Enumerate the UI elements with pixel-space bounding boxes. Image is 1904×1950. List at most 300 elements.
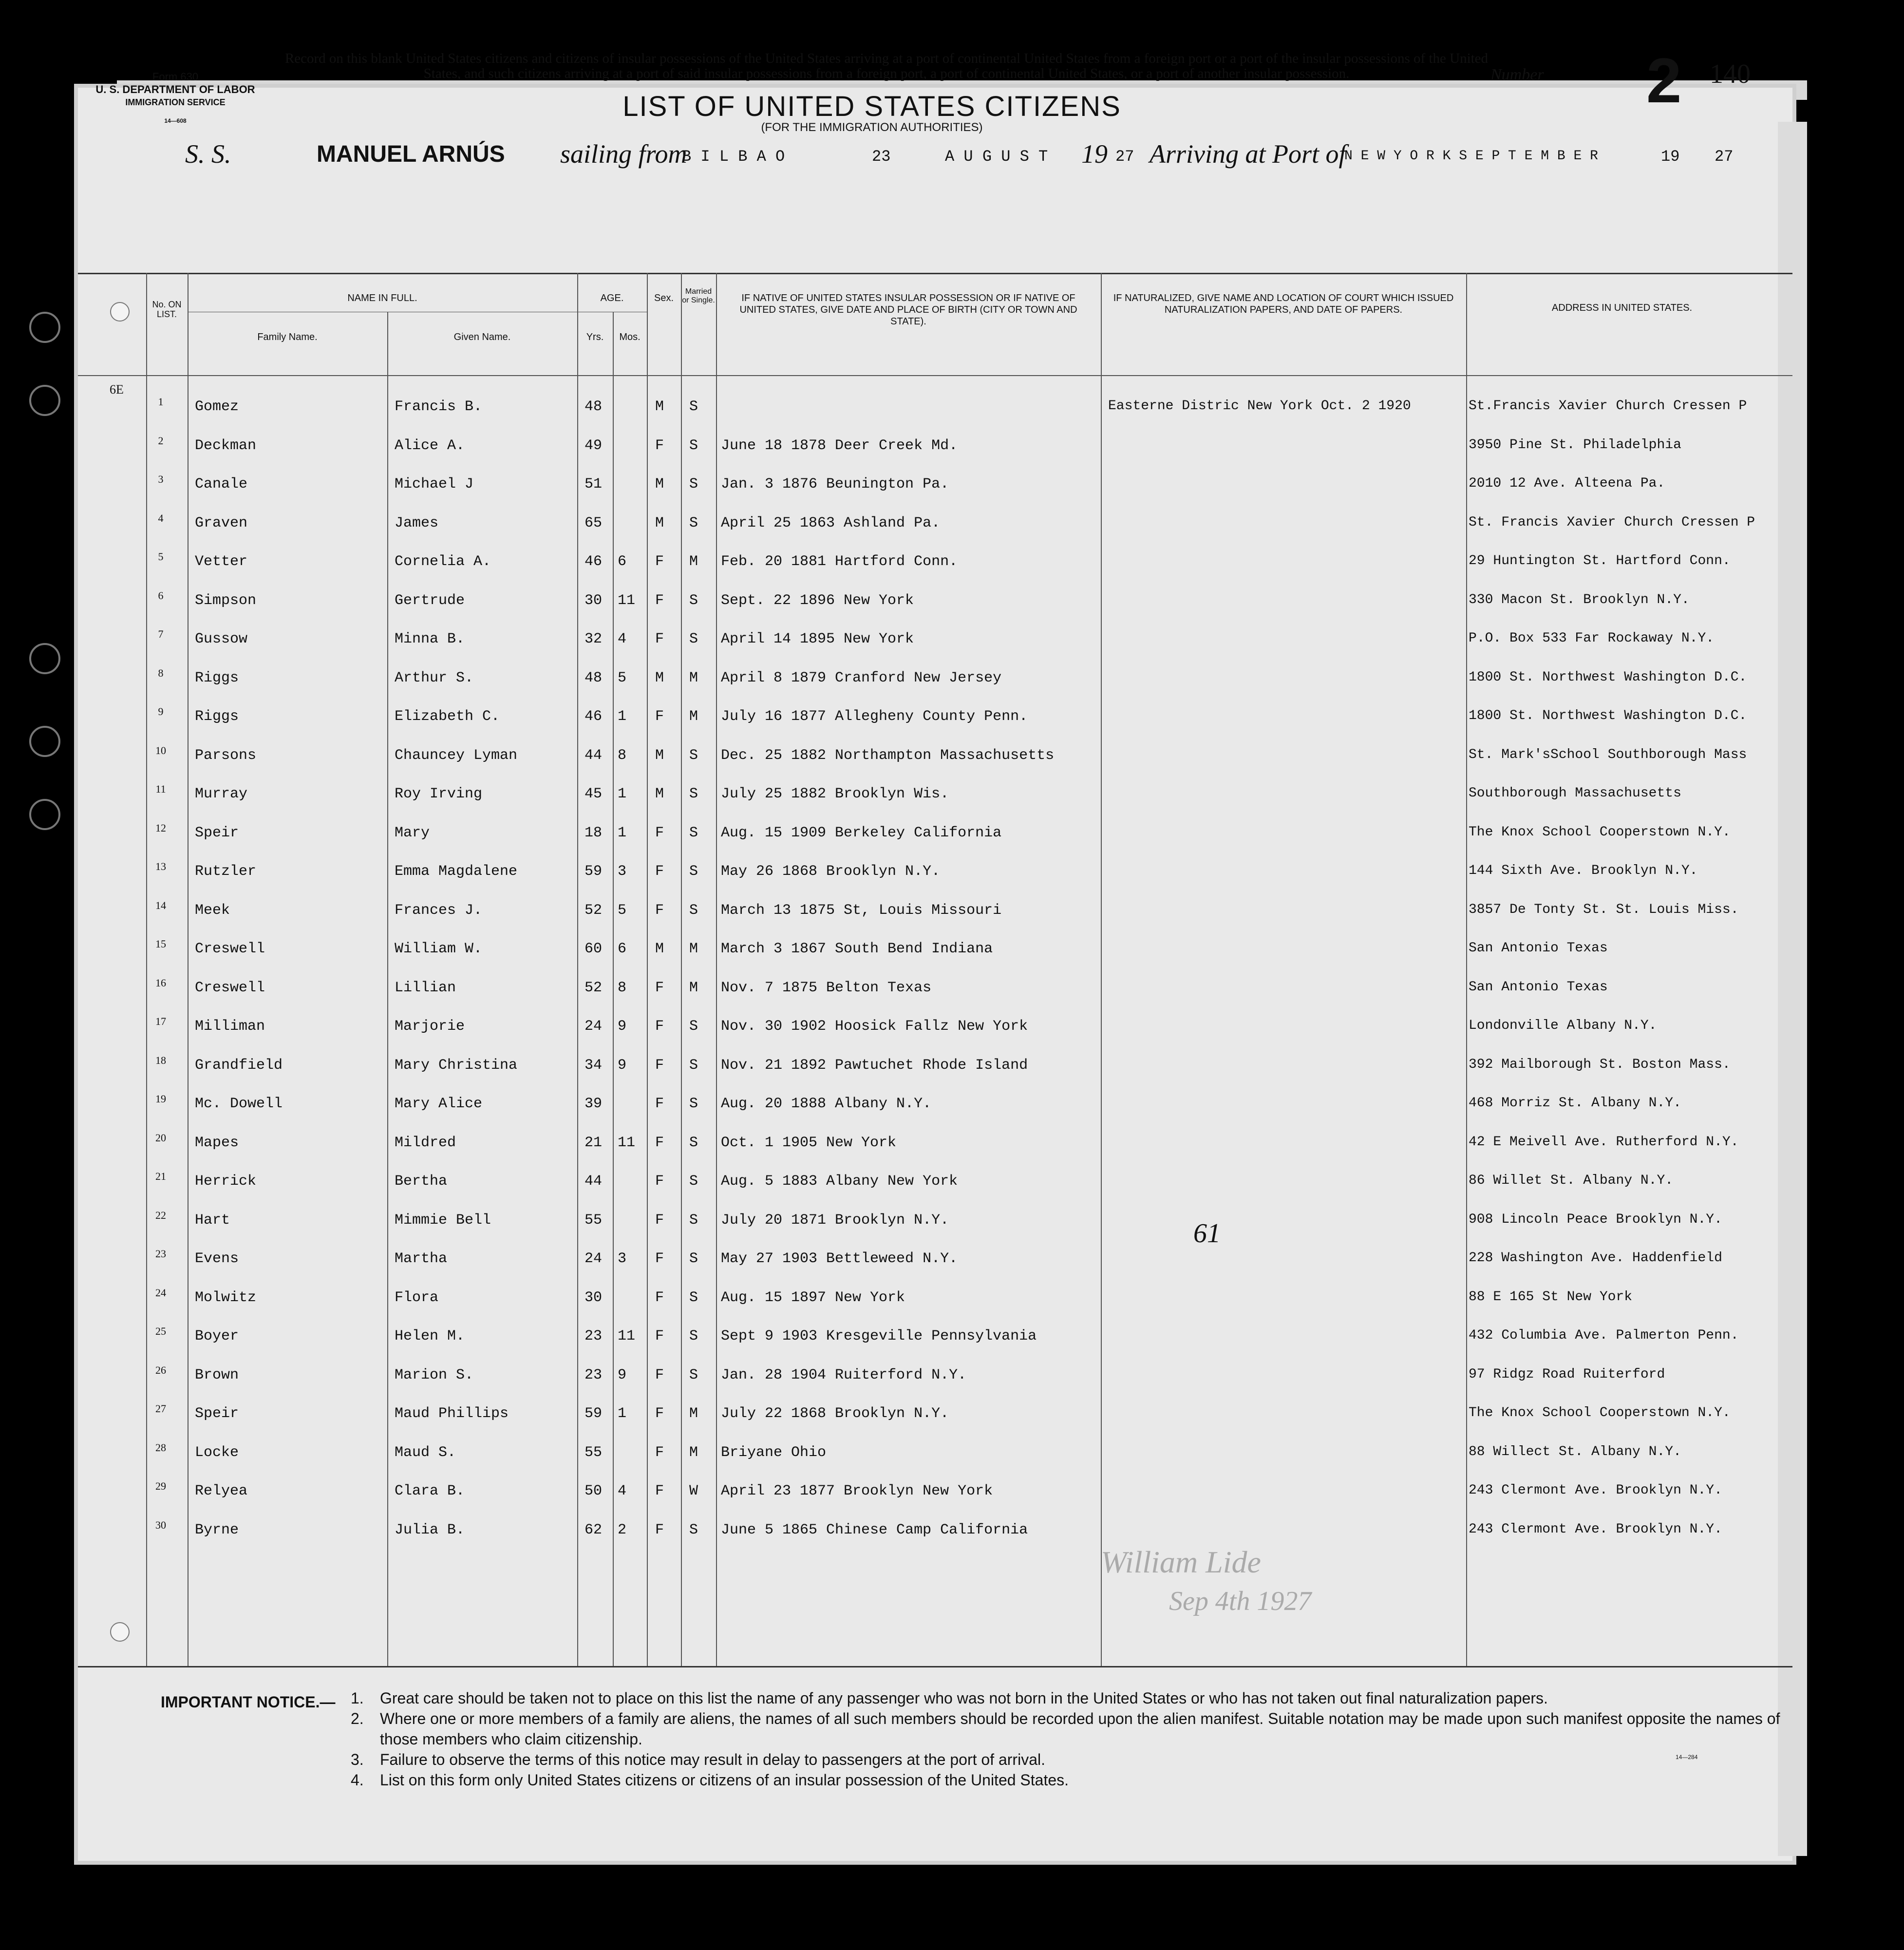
marital-status: S: [689, 786, 698, 802]
age-years: 65: [584, 514, 603, 531]
list-number: 2: [1646, 45, 1682, 116]
birth-info: Aug. 15 1897 New York: [721, 1289, 905, 1306]
marital-status: S: [689, 1096, 698, 1112]
form-identifier: [73, 71, 278, 127]
sex: F: [655, 1405, 664, 1422]
table-row: [78, 1513, 1792, 1552]
marital-status: S: [689, 1521, 698, 1538]
age-years: 48: [584, 669, 603, 686]
age-years: 52: [584, 902, 603, 919]
us-address: St.Francis Xavier Church Cressen P: [1469, 398, 1747, 414]
table-row: [78, 429, 1792, 468]
sex: F: [655, 631, 664, 647]
table-row: [78, 1164, 1792, 1203]
ship-name: MANUEL ARNÚS: [317, 141, 505, 167]
sex: M: [655, 747, 664, 764]
list-number-suffix: 140: [1710, 59, 1751, 89]
table-row: [78, 1436, 1792, 1475]
family-name: Hart: [195, 1212, 230, 1229]
sex: M: [655, 669, 664, 686]
age-years: 34: [584, 1057, 603, 1074]
age-years: 24: [584, 1250, 603, 1267]
birth-info: Aug. 20 1888 Albany N.Y.: [721, 1096, 932, 1112]
age-months: 1: [618, 824, 627, 841]
margin-note: 6E: [110, 382, 124, 397]
marital-status: M: [689, 1405, 698, 1422]
table-row: [78, 1319, 1792, 1358]
family-name: Gussow: [195, 631, 248, 647]
sex: F: [655, 1057, 664, 1074]
birth-info: April 14 1895 New York: [721, 631, 914, 647]
given-name: Minna B.: [395, 631, 465, 647]
marital-status: M: [689, 1444, 698, 1461]
sex: F: [655, 1521, 664, 1538]
table-row: [78, 467, 1792, 506]
age-months: 3: [618, 1250, 627, 1267]
age-years: 32: [584, 631, 603, 647]
family-name: Grandfield: [195, 1057, 283, 1074]
row-number: 25: [155, 1325, 166, 1337]
row-number: 4: [158, 511, 164, 524]
table-row: [78, 854, 1792, 893]
family-name: Meek: [195, 902, 230, 919]
us-address: 88 Willect St. Albany N.Y.: [1469, 1444, 1681, 1459]
notice-item: [351, 1749, 1788, 1770]
family-name: Speir: [195, 1405, 239, 1422]
row-number: 18: [155, 1054, 166, 1066]
table-row: [78, 738, 1792, 777]
ship-line: [112, 139, 1734, 183]
notice-item-number: 1.: [351, 1689, 364, 1707]
us-address: 392 Mailborough St. Boston Mass.: [1469, 1057, 1731, 1072]
age-years: 46: [584, 708, 603, 725]
header-married-single: Married or Single.: [682, 287, 715, 304]
row-number: 7: [158, 628, 164, 640]
table-row: [78, 1242, 1792, 1281]
birth-info: Sept. 22 1896 New York: [721, 592, 914, 609]
us-address: 144 Sixth Ave. Brooklyn N.Y.: [1469, 863, 1698, 878]
row-number: 30: [155, 1518, 166, 1531]
family-name: Locke: [195, 1444, 239, 1461]
table-row: [78, 932, 1792, 971]
punch-hole: [110, 302, 130, 322]
family-name: Boyer: [195, 1328, 239, 1344]
birth-info: June 5 1865 Chinese Camp California: [721, 1521, 1028, 1538]
birth-info: Aug. 5 1883 Albany New York: [721, 1173, 958, 1190]
age-years: 62: [584, 1521, 603, 1538]
notice-code: 14—284: [1676, 1754, 1698, 1761]
page-title: LIST OF UNITED STATES CITIZENS: [622, 91, 1121, 122]
table-row: [78, 506, 1792, 545]
family-name: Vetter: [195, 553, 248, 570]
header-naturalized: IF NATURALIZED, GIVE NAME AND LOCATION OF COURT WHICH ISSUED NATURALIZATION PAPERS, AND DATE OF PAPERS.: [1113, 293, 1454, 315]
sex: F: [655, 1173, 664, 1190]
departure-month: A U G U S T: [945, 148, 1048, 166]
number-label: Number: [1490, 66, 1544, 84]
sex: M: [655, 514, 664, 531]
us-address: San Antonio Texas: [1469, 979, 1608, 995]
table-row: [78, 545, 1792, 584]
table-row: [78, 971, 1792, 1010]
age-years: 59: [584, 863, 603, 880]
header-mos: Mos.: [619, 332, 641, 342]
age-months: 4: [618, 1483, 627, 1499]
table-row: [78, 1474, 1792, 1513]
age-years: 60: [584, 941, 603, 957]
age-years: 50: [584, 1483, 603, 1499]
family-name: Simpson: [195, 592, 257, 609]
given-name: Marion S.: [395, 1366, 474, 1383]
marital-status: S: [689, 1328, 698, 1344]
notice-item-text: Where one or more members of a family are aliens, the names of all such members should be recorded upon the alien manifest. Suitable notation may be made upon such manifest opposite the names of those members who claim citizenship.: [380, 1710, 1780, 1748]
arrival-day: 19: [1661, 148, 1680, 166]
departure-port: B I L B A O: [682, 148, 785, 166]
sex: F: [655, 1444, 664, 1461]
sex: F: [655, 824, 664, 841]
marital-status: S: [689, 1134, 698, 1151]
header-top-rule: [78, 273, 1792, 274]
sex: F: [655, 437, 664, 454]
age-years: 45: [584, 786, 603, 802]
record-instructions: Record on this blank United States citizens and citizens of insular possessions of the United States arriving at a port of continental United States from a foreign port or a port of the insular possessions of the United States, and such citizens arriving at a port of said insular possessions from a foreign port, a port of continental United States, or a port of another insular possession.: [284, 51, 1489, 81]
marital-status: M: [689, 669, 698, 686]
row-number: 13: [155, 860, 166, 872]
marital-status: S: [689, 1018, 698, 1035]
notice-item-number: 4.: [351, 1771, 364, 1789]
marital-status: M: [689, 941, 698, 957]
table-row: [78, 1281, 1792, 1320]
given-name: Cornelia A.: [395, 553, 491, 570]
family-name: Brown: [195, 1366, 239, 1383]
marital-status: S: [689, 824, 698, 841]
given-name: Michael J: [395, 476, 474, 492]
table-row: [78, 584, 1792, 623]
given-name: Mildred: [395, 1134, 456, 1151]
marital-status: S: [689, 398, 698, 415]
us-address: Southborough Massachusetts: [1469, 786, 1681, 801]
birth-info: July 22 1868 Brooklyn N.Y.: [721, 1405, 949, 1422]
us-address: 468 Morriz St. Albany N.Y.: [1469, 1096, 1681, 1111]
family-name: Speir: [195, 824, 239, 841]
given-name: Marjorie: [395, 1018, 465, 1035]
marital-status: S: [689, 1057, 698, 1074]
birth-info: April 25 1863 Ashland Pa.: [721, 514, 941, 531]
us-address: 243 Clermont Ave. Brooklyn N.Y.: [1469, 1483, 1722, 1498]
given-name: Emma Magdalene: [395, 863, 518, 880]
age-years: 52: [584, 979, 603, 996]
year-prefix: 19: [1081, 139, 1108, 169]
sex: M: [655, 398, 664, 415]
marital-status: S: [689, 1289, 698, 1306]
age-years: 55: [584, 1212, 603, 1229]
birth-info: Nov. 7 1875 Belton Texas: [721, 979, 932, 996]
inspector-signature: William Lide: [1101, 1545, 1261, 1579]
given-name: Roy Irving: [395, 786, 483, 802]
ss-label: S. S.: [185, 139, 231, 169]
sex: F: [655, 902, 664, 919]
marital-status: M: [689, 708, 698, 725]
sex: M: [655, 476, 664, 492]
row-number: 22: [155, 1209, 166, 1221]
row-number: 28: [155, 1441, 166, 1454]
age-years: 48: [584, 398, 603, 415]
table-bottom-rule: [78, 1666, 1792, 1667]
age-months: 1: [618, 1405, 627, 1422]
given-name: Helen M.: [395, 1328, 465, 1344]
birth-info: April 23 1877 Brooklyn New York: [721, 1483, 993, 1499]
sex: F: [655, 1134, 664, 1151]
family-name: Canale: [195, 476, 248, 492]
header-given-name: Given Name.: [453, 332, 511, 342]
birth-info: Briyane Ohio: [721, 1444, 827, 1461]
us-address: 86 Willet St. Albany N.Y.: [1469, 1173, 1674, 1188]
given-name: Mimmie Bell: [395, 1212, 491, 1229]
age-years: 30: [584, 592, 603, 609]
us-address: 2010 12 Ave. Alteena Pa.: [1469, 476, 1665, 491]
age-years: 30: [584, 1289, 603, 1306]
departure-year: 27: [1115, 148, 1134, 166]
binder-hole: [29, 799, 60, 830]
table-row: [78, 1087, 1792, 1126]
family-name: Graven: [195, 514, 248, 531]
age-years: 23: [584, 1328, 603, 1344]
department: U. S. DEPARTMENT OF LABOR: [95, 83, 255, 95]
us-address: San Antonio Texas: [1469, 941, 1608, 956]
family-name: Creswell: [195, 979, 265, 996]
sex: F: [655, 1289, 664, 1306]
sex: M: [655, 786, 664, 802]
notice-item: [351, 1770, 1788, 1790]
arrival-year: 27: [1715, 148, 1734, 166]
age-months: 4: [618, 631, 627, 647]
us-address: The Knox School Cooperstown N.Y.: [1469, 1405, 1731, 1420]
family-name: Relyea: [195, 1483, 248, 1499]
birth-info: June 18 1878 Deer Creek Md.: [721, 437, 958, 454]
age-months: 9: [618, 1018, 627, 1035]
family-name: Rutzler: [195, 863, 257, 880]
table-row: [78, 700, 1792, 738]
sex: F: [655, 592, 664, 609]
birth-info: July 25 1882 Brooklyn Wis.: [721, 786, 949, 802]
family-name: Riggs: [195, 669, 239, 686]
given-name: Clara B.: [395, 1483, 465, 1499]
age-years: 23: [584, 1366, 603, 1383]
us-address: St. Francis Xavier Church Cressen P: [1469, 514, 1755, 530]
family-name: Milliman: [195, 1018, 265, 1035]
marital-status: S: [689, 902, 698, 919]
header-bottom-rule: [78, 375, 1792, 376]
us-address: 42 E Meivell Ave. Rutherford N.Y.: [1469, 1134, 1739, 1150]
family-name: Byrne: [195, 1521, 239, 1538]
binder-hole: [29, 643, 60, 674]
sex: F: [655, 1483, 664, 1499]
birth-info: Feb. 20 1881 Hartford Conn.: [721, 553, 958, 570]
family-name: Murray: [195, 786, 248, 802]
header-sex: Sex.: [654, 293, 674, 303]
header-yrs: Yrs.: [586, 332, 604, 342]
given-name: James: [395, 514, 439, 531]
sex: F: [655, 1018, 664, 1035]
sex: F: [655, 863, 664, 880]
row-number: 6: [158, 589, 164, 602]
age-months: 8: [618, 747, 627, 764]
marital-status: M: [689, 553, 698, 570]
row-number: 16: [155, 976, 166, 989]
given-name: Elizabeth C.: [395, 708, 500, 725]
form-number: Form 630: [152, 71, 199, 83]
table-row: [78, 816, 1792, 855]
notice-item-text: Failure to observe the terms of this notice may result in delay to passengers at the port of arrival.: [380, 1751, 1045, 1768]
family-name: Gomez: [195, 398, 239, 415]
sex: F: [655, 1096, 664, 1112]
row-number: 15: [155, 938, 166, 950]
table-row: [78, 1009, 1792, 1048]
table-row: [78, 1397, 1792, 1436]
row-number: 2: [158, 434, 164, 447]
row-number: 20: [155, 1131, 166, 1144]
age-months: 1: [618, 786, 627, 802]
given-name: Alice A.: [395, 437, 465, 454]
header-address: ADDRESS IN UNITED STATES.: [1551, 303, 1693, 313]
age-years: 59: [584, 1405, 603, 1422]
family-name: Molwitz: [195, 1289, 257, 1306]
notice-heading: IMPORTANT NOTICE.—: [161, 1693, 336, 1711]
sex: F: [655, 553, 664, 570]
marital-status: S: [689, 592, 698, 609]
given-name: Martha: [395, 1250, 448, 1267]
age-months: 2: [618, 1521, 627, 1538]
departure-day: 23: [872, 148, 891, 166]
us-address: 243 Clermont Ave. Brooklyn N.Y.: [1469, 1521, 1722, 1537]
given-name: Mary Christina: [395, 1057, 518, 1074]
notice-items: [351, 1688, 1788, 1790]
family-name: Creswell: [195, 941, 265, 957]
us-address: The Knox School Cooperstown N.Y.: [1469, 824, 1731, 840]
family-name: Deckman: [195, 437, 257, 454]
family-name: Mapes: [195, 1134, 239, 1151]
header-no-on-list: No. ON LIST.: [152, 300, 182, 319]
family-name: Mc. Dowell: [195, 1096, 283, 1112]
binder-hole: [29, 726, 60, 757]
age-months: 8: [618, 979, 627, 996]
row-number: 19: [155, 1093, 166, 1105]
sex: F: [655, 708, 664, 725]
table-row: [78, 1203, 1792, 1242]
naturalization-info: Easterne Distric New York Oct. 2 1920: [1108, 398, 1411, 414]
table-row: [78, 390, 1792, 429]
row-number: 24: [155, 1286, 166, 1299]
given-name: Mary Alice: [395, 1096, 483, 1112]
marital-status: S: [689, 1173, 698, 1190]
sex: F: [655, 979, 664, 996]
row-number: 23: [155, 1248, 166, 1260]
age-years: 18: [584, 824, 603, 841]
age-months: 6: [618, 553, 627, 570]
sex: M: [655, 941, 664, 957]
sex: F: [655, 1212, 664, 1229]
birth-info: Sept 9 1903 Kresgeville Pennsylvania: [721, 1328, 1037, 1344]
marital-status: S: [689, 863, 698, 880]
birth-info: Nov. 21 1892 Pawtuchet Rhode Island: [721, 1057, 1028, 1074]
given-name: Frances J.: [395, 902, 483, 919]
family-name: Riggs: [195, 708, 239, 725]
table-row: [78, 1126, 1792, 1165]
us-address: 29 Huntington St. Hartford Conn.: [1469, 553, 1731, 568]
table-row: [78, 777, 1792, 816]
notice-item: [351, 1708, 1788, 1749]
row-number: 11: [155, 783, 166, 795]
given-name: Flora: [395, 1289, 439, 1306]
age-years: 49: [584, 437, 603, 454]
row-number: 9: [158, 705, 164, 718]
birth-info: Nov. 30 1902 Hoosick Fallz New York: [721, 1018, 1028, 1035]
age-years: 39: [584, 1096, 603, 1112]
table-row: [78, 1048, 1792, 1087]
sex: F: [655, 1366, 664, 1383]
notice-item: [351, 1688, 1788, 1708]
birth-info: Dec. 25 1882 Northampton Massachusetts: [721, 747, 1055, 764]
row-number: 3: [158, 473, 164, 485]
age-months: 6: [618, 941, 627, 957]
birth-info: May 26 1868 Brooklyn N.Y.: [721, 863, 941, 880]
sailing-label: sailing from: [560, 139, 687, 169]
age-months: 1: [618, 708, 627, 725]
binder-hole: [29, 385, 60, 416]
marital-status: S: [689, 514, 698, 531]
family-name: Herrick: [195, 1173, 257, 1190]
row-number: 10: [155, 744, 166, 757]
table-row: [78, 661, 1792, 700]
us-address: 1800 St. Northwest Washington D.C.: [1469, 708, 1747, 723]
given-name: William W.: [395, 941, 483, 957]
arriving-label: Arriving at Port of: [1150, 139, 1346, 169]
us-address: 3950 Pine St. Philadelphia: [1469, 437, 1681, 453]
us-address: 1800 St. Northwest Washington D.C.: [1469, 669, 1747, 685]
sex: F: [655, 1328, 664, 1344]
family-name: Parsons: [195, 747, 257, 764]
age-months: 3: [618, 863, 627, 880]
birth-info: April 8 1879 Cranford New Jersey: [721, 669, 1002, 686]
given-name: Bertha: [395, 1173, 448, 1190]
row-number: 5: [158, 550, 164, 563]
given-name: Arthur S.: [395, 669, 474, 686]
marital-status: S: [689, 1366, 698, 1383]
us-address: 908 Lincoln Peace Brooklyn N.Y.: [1469, 1212, 1722, 1227]
birth-info: Jan. 3 1876 Beunington Pa.: [721, 476, 949, 492]
age-years: 44: [584, 747, 603, 764]
age-months: 9: [618, 1057, 627, 1074]
row-number: 12: [155, 821, 166, 834]
row-number: 8: [158, 666, 164, 679]
table-row: [78, 893, 1792, 932]
row-number: 14: [155, 899, 166, 911]
age-months: 11: [618, 1328, 636, 1344]
row-number: 29: [155, 1480, 166, 1492]
age-years: 46: [584, 553, 603, 570]
age-months: 9: [618, 1366, 627, 1383]
us-address: 330 Macon St. Brooklyn N.Y.: [1469, 592, 1690, 607]
us-address: P.O. Box 533 Far Rockaway N.Y.: [1469, 631, 1715, 646]
given-name: Mary: [395, 824, 430, 841]
table-row: [78, 622, 1792, 661]
given-name: Gertrude: [395, 592, 465, 609]
header-family-name: Family Name.: [257, 332, 318, 342]
given-name: Chauncey Lyman: [395, 747, 518, 764]
us-address: St. Mark'sSchool Southborough Mass: [1469, 747, 1747, 762]
header-age: AGE.: [600, 293, 624, 303]
given-name: Julia B.: [395, 1521, 465, 1538]
given-name: Lillian: [395, 979, 456, 996]
